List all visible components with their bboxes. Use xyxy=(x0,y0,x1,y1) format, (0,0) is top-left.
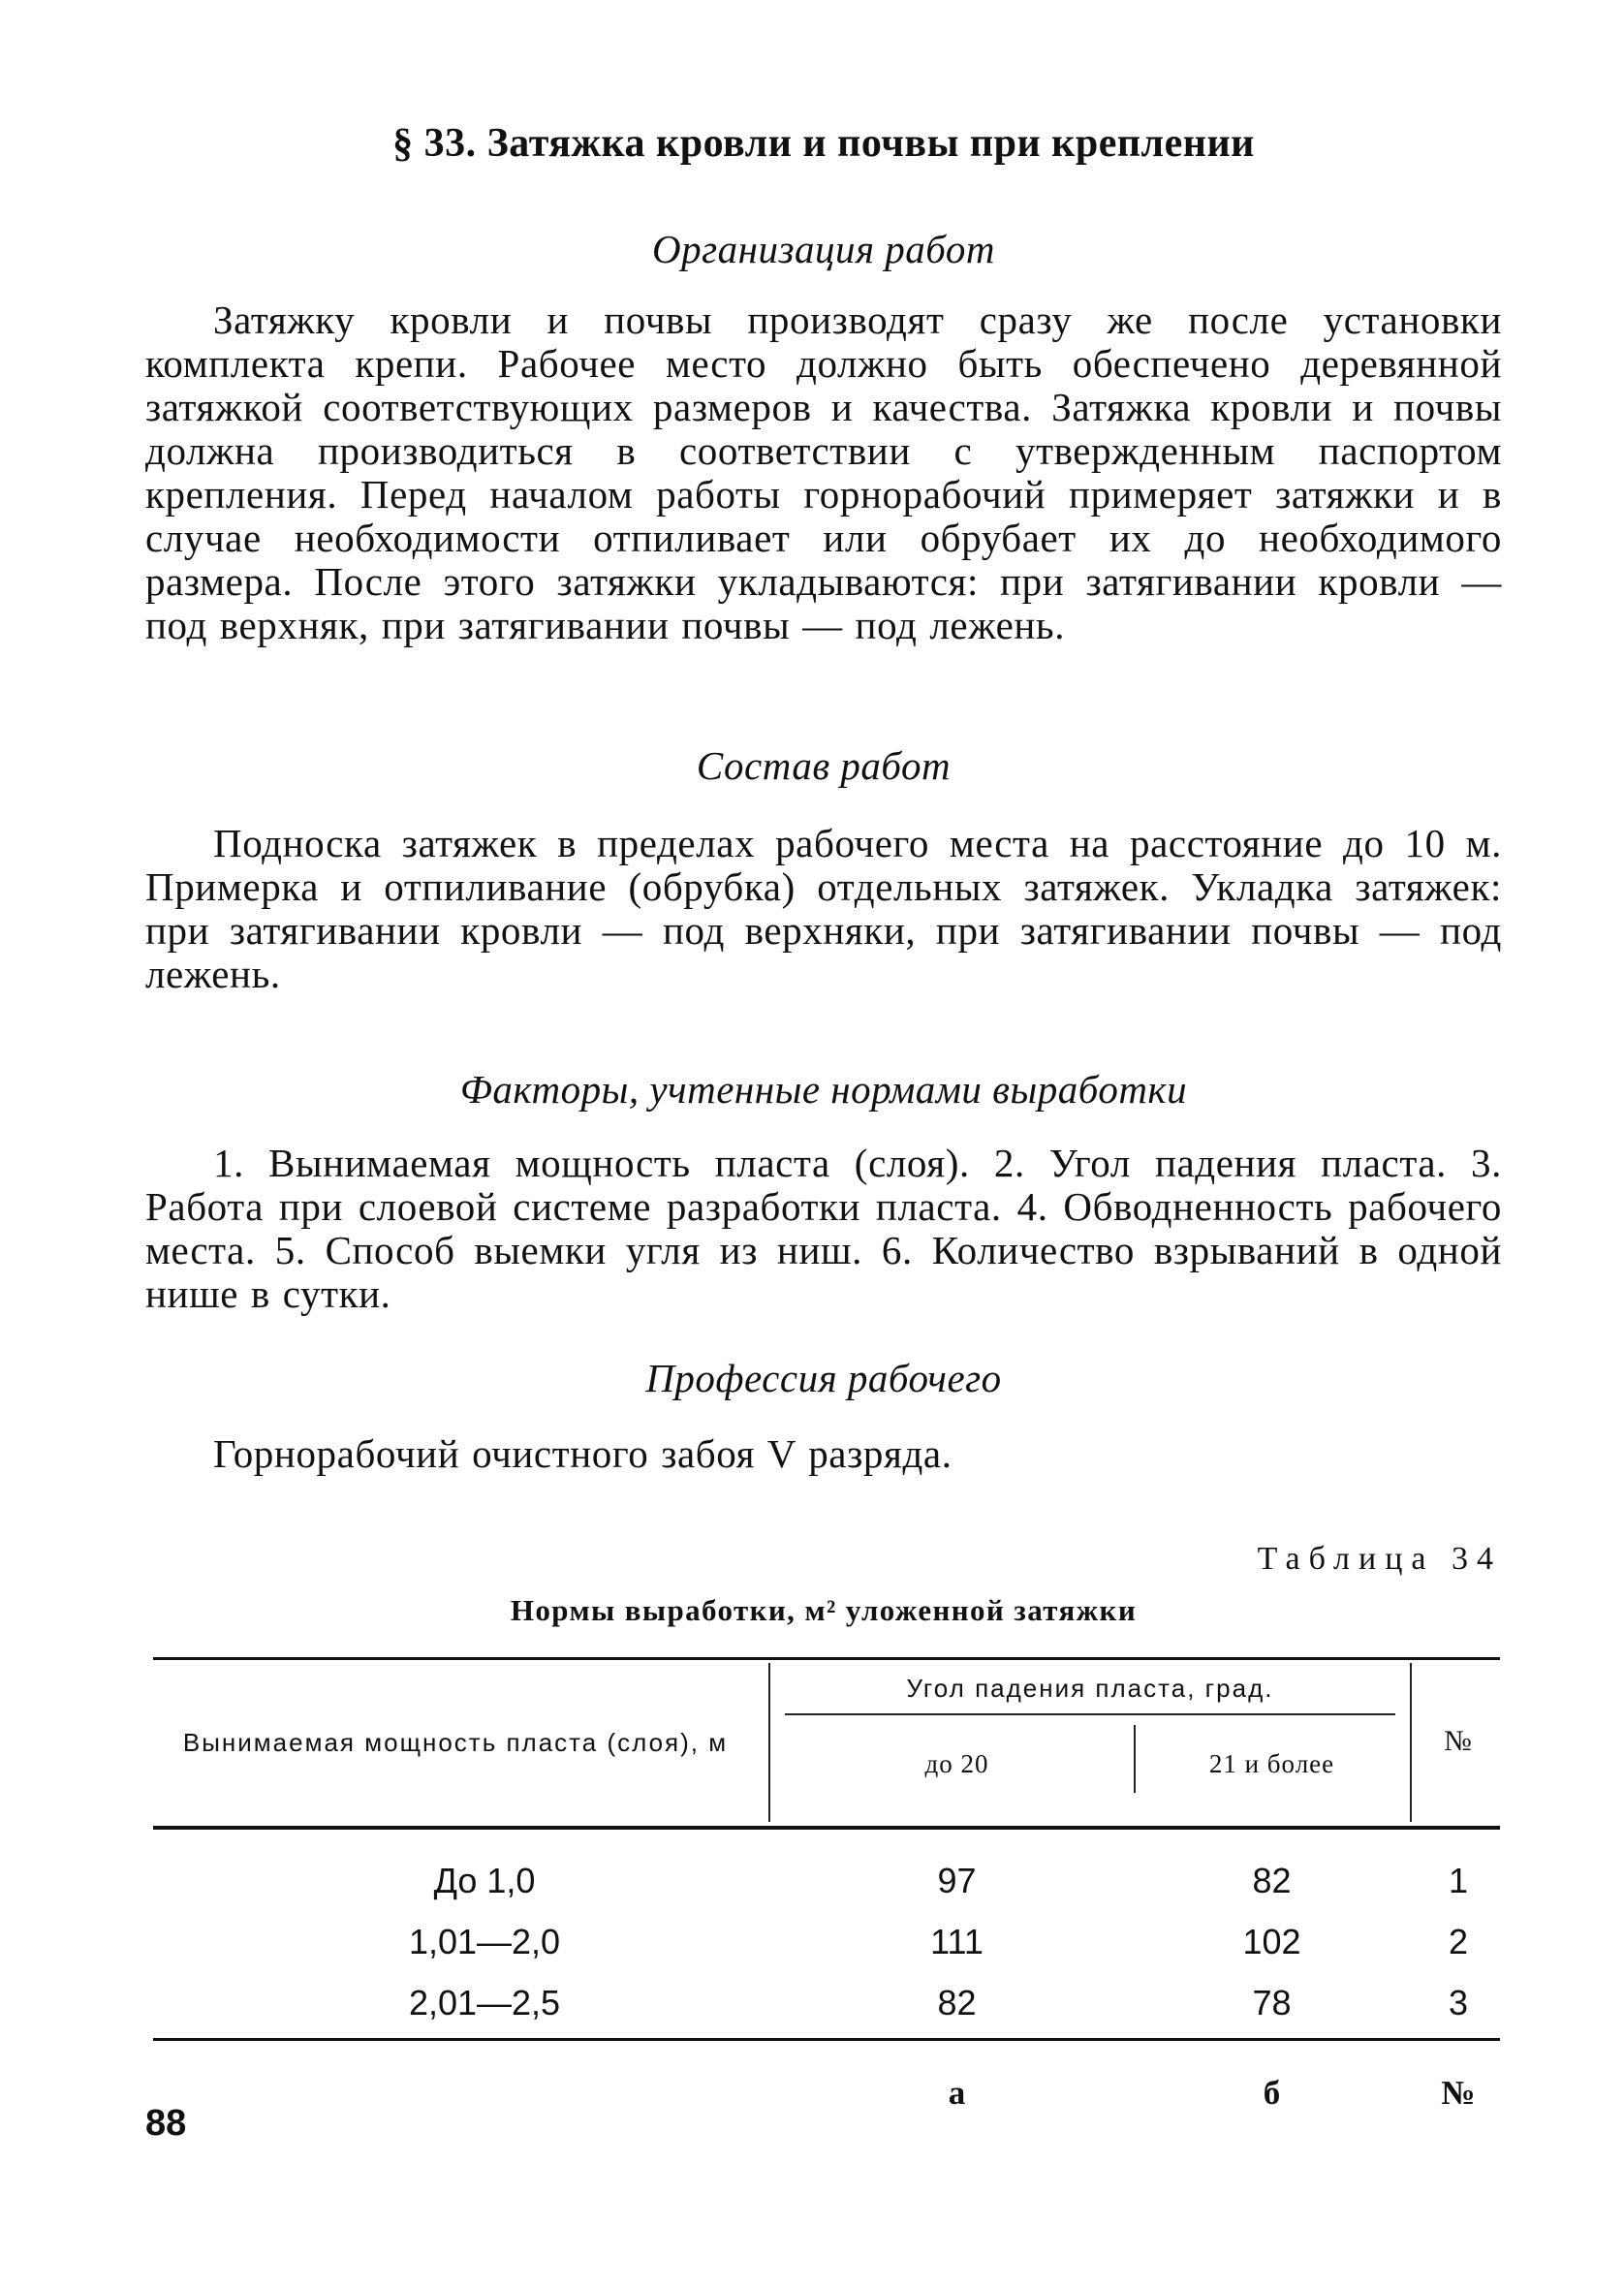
cell-number: 2 xyxy=(1448,1922,1469,1961)
column-header-angle-a: до 20 xyxy=(924,1749,989,1778)
table-title: Нормы выработки, м² уложенной затяжки xyxy=(510,1593,1138,1627)
cell-number: 3 xyxy=(1448,1983,1469,2022)
cell-thickness: 2,01—2,5 xyxy=(408,1983,561,2022)
factors-text: 1. Вынимаемая мощность пласта (слоя). 2. Угол падения пласта. 3. Работа при слоевой системе разработки пласта. 4. Обводненность рабочего места. 5. Способ выемки угля из ниш. 6. Количество взрываний в одной нише в сутки. xyxy=(145,1141,1502,1316)
table-header-rule xyxy=(153,1826,1500,1830)
cell-thickness: До 1,0 xyxy=(433,1861,536,1900)
page-number: 88 xyxy=(145,2103,187,2144)
cell-angle-b: 78 xyxy=(1252,1983,1292,2022)
composition-title: Состав работ xyxy=(696,743,952,788)
table-divider xyxy=(1410,1663,1412,1822)
document-page xyxy=(145,0,1502,2289)
cell-angle-a: 97 xyxy=(937,1861,977,1900)
table-header-divider xyxy=(785,1713,1395,1715)
organization-text: Затяжку кровли и почвы производят сразу же после установки комплекта крепи. Рабочее место должно быть обеспечено деревянной затяжкой соответствующих размеров и качества. Затяжка кровли и почвы должна производиться в соответствии с утвержденным паспортом крепления. Перед началом работы горнорабочий примеряет затяжки и в случае необходимости отпиливает или обрубает их до необходимого размера. После этого затяжки укладываются: при затягивании кровли — под верхняк, при затягивании почвы — под лежень. xyxy=(145,298,1502,647)
profession-text: Горнорабочий очистного забоя V разряда. xyxy=(213,1431,953,1476)
composition-text: Подноска затяжек в пределах рабочего места на расстояние до 10 м. Примерка и отпиливание (обрубка) отдельных затяжек. Укладка затяжек: при затягивании кровли — под верхняки, при затягивании почвы — под лежень. xyxy=(145,821,1502,996)
section-heading: § 33. Затяжка кровли и почвы при креплении xyxy=(392,121,1255,166)
table-divider xyxy=(768,1663,770,1822)
organization-title: Организация работ xyxy=(652,227,995,271)
table-top-rule xyxy=(153,1657,1500,1660)
column-header-thickness: Вынимаемая мощность пласта (слоя), м xyxy=(182,1728,729,1757)
cell-number: 1 xyxy=(1448,1861,1469,1900)
cell-angle-a: 111 xyxy=(930,1922,984,1961)
column-header-angle: Угол падения пласта, град. xyxy=(906,1674,1274,1703)
footer-angle-a: а xyxy=(948,2074,966,2112)
table-bottom-rule xyxy=(153,2038,1500,2041)
column-header-angle-b: 21 и более xyxy=(1208,1749,1335,1778)
column-header-number: № xyxy=(1444,1725,1473,1757)
table-caption: Таблица 34 xyxy=(1257,1541,1502,1577)
cell-thickness: 1,01—2,0 xyxy=(408,1922,561,1961)
profession-title: Профессия рабочего xyxy=(645,1356,1002,1400)
cell-angle-a: 82 xyxy=(937,1983,977,2022)
cell-angle-b: 102 xyxy=(1242,1922,1301,1961)
factors-title: Факторы, учтенные нормами выработки xyxy=(459,1067,1188,1112)
cell-angle-b: 82 xyxy=(1252,1861,1292,1900)
footer-angle-b: б xyxy=(1263,2074,1281,2112)
table-divider xyxy=(1134,1725,1136,1793)
footer-number: № xyxy=(1441,2074,1476,2112)
